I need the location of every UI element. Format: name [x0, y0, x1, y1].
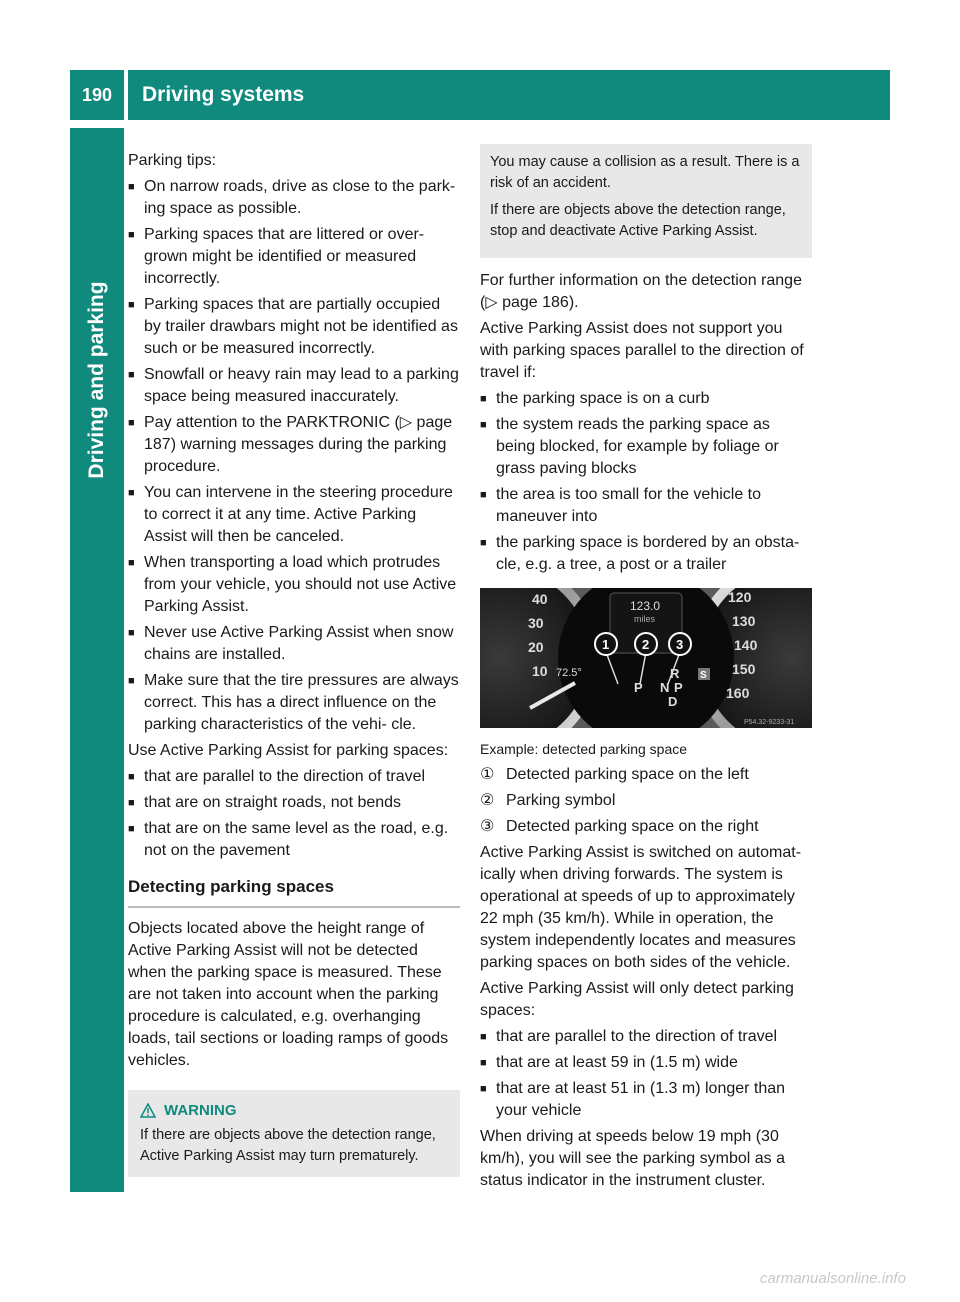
- page-number: 190: [70, 70, 124, 120]
- use-intro: Use Active Parking Assist for parking spaces:: [128, 742, 449, 759]
- bullet-icon: ■: [128, 771, 135, 783]
- speed-tick-label: 150: [732, 661, 756, 677]
- callout-label: 3: [676, 637, 684, 652]
- list-item: ■ Parking spaces that are littered or over- grown might be identified or measured incorrectly.: [128, 226, 425, 287]
- legend-number: ②: [480, 792, 495, 809]
- speed-tick-label: 40: [532, 591, 548, 607]
- bullet-icon: ■: [480, 419, 487, 431]
- list-item: ■ Pay attention to the PARKTRONIC (▷ page 187) warning messages during the parking procedure.: [128, 414, 453, 475]
- bullet-icon: ■: [128, 181, 135, 193]
- bullet-icon: ■: [480, 537, 487, 549]
- callout-label: 1: [602, 637, 610, 652]
- gear-indicator: R: [670, 666, 680, 681]
- watermark: carmanualsonline.info: [760, 1270, 906, 1287]
- section-title: Driving systems: [128, 70, 890, 120]
- bullet-icon: ■: [480, 393, 487, 405]
- not-support-intro: Active Parking Assist does not support you with parking spaces parallel to the direction of travel if:: [480, 320, 804, 381]
- detect-heading: Detecting parking spaces: [128, 876, 460, 908]
- detect-only-list: [480, 1026, 812, 1122]
- bullet-icon: ■: [128, 557, 135, 569]
- list-item: ■ Make sure that the tire pressures are always correct. This has a direct influence on the parking characteristics of the vehi- cle.: [128, 672, 459, 733]
- speed-tick-label: 10: [532, 663, 548, 679]
- warning-text: If there are objects above the detection range, Active Parking Assist may turn prematurely.: [140, 1127, 436, 1164]
- speed-tick-label: 30: [528, 615, 544, 631]
- list-item: ■ Never use Active Parking Assist when snow chains are installed.: [128, 624, 454, 663]
- legend-number: ①: [480, 766, 495, 783]
- bullet-icon: ■: [128, 627, 135, 639]
- legend-text: Parking symbol: [506, 792, 616, 809]
- list-item: ■ that are parallel to the direction of travel: [480, 1026, 812, 1048]
- list-item: ■ Parking spaces that are partially occupied by trailer drawbars might not be identified as such or be measured incorrectly.: [128, 296, 458, 357]
- warning-continuation: [480, 144, 812, 258]
- list-item: ■ You can intervene in the steering procedure to correct it at any time. Active Parking Assist will then be canceled.: [128, 484, 453, 545]
- bullet-icon: ■: [128, 417, 135, 429]
- list-item: ■ Snowfall or heavy rain may lead to a parking space being measured inaccurately.: [128, 366, 459, 405]
- final-paragraph: When driving at speeds below 19 mph (30 km/h), you will see the parking symbol as a status indicator in the instrument cluster.: [480, 1128, 786, 1189]
- figure-caption: Example: detected parking space: [480, 741, 688, 757]
- not-support-list: [480, 388, 812, 576]
- legend-text: Detected parking space on the left: [506, 766, 749, 783]
- warning-cont-text: You may cause a collision as a result. There is a risk of an accident.: [490, 154, 800, 191]
- bullet-icon: ■: [480, 1057, 487, 1069]
- right-column: [480, 150, 812, 1196]
- callout-label: 2: [642, 637, 650, 652]
- bullet-icon: ■: [128, 229, 135, 241]
- warning-box: [128, 1090, 460, 1177]
- legend-item: [480, 790, 812, 812]
- bullet-icon: ■: [128, 299, 135, 311]
- list-item: ■ On narrow roads, drive as close to the park- ing space as possible.: [128, 178, 456, 217]
- instrument-cluster-figure: [480, 588, 812, 728]
- parking-symbol: P: [634, 680, 643, 695]
- tips-list: [128, 176, 460, 736]
- s-indicator: S: [700, 670, 707, 681]
- warning-icon: [140, 1103, 156, 1118]
- gear-indicator: D: [668, 694, 678, 709]
- legend-item: [480, 816, 812, 838]
- figure-ref-code: P54.32-9233-31: [744, 719, 795, 726]
- speed-tick-label: 120: [728, 589, 752, 605]
- bullet-icon: ■: [128, 675, 135, 687]
- bullet-icon: ■: [128, 487, 135, 499]
- bullet-icon: ■: [128, 369, 135, 381]
- info-paragraph: For further information on the detection range (▷ page 186).: [480, 272, 802, 311]
- detect-paragraph: Objects located above the height range of Active Parking Assist will not be detected when the parking space is measured. These are not taken into account when the parking procedure is calculated, e.g. overhanging loads, tail sections or loading ramps of goods vehicles.: [128, 920, 449, 1069]
- list-item: ■ that are at least 51 in (1.3 m) longer than your vehicle: [480, 1080, 786, 1119]
- bullet-icon: ■: [480, 489, 487, 501]
- list-item: ■ the area is too small for the vehicle to maneuver into: [480, 486, 762, 525]
- speed-tick-label: 160: [726, 685, 750, 701]
- list-item: ■ that are parallel to the direction of travel: [128, 766, 460, 788]
- list-item: ■ that are at least 59 in (1.5 m) wide: [480, 1052, 812, 1074]
- gear-indicator: P: [674, 680, 683, 695]
- list-item: ■ the parking space is on a curb: [480, 388, 812, 410]
- legend-text: Detected parking space on the right: [506, 818, 759, 835]
- side-tab-label: Driving and parking: [85, 281, 108, 479]
- warning-title: WARNING: [140, 1100, 448, 1121]
- speed-tick-label: 140: [734, 637, 758, 653]
- detect-only-intro: Active Parking Assist will only detect parking spaces:: [480, 980, 794, 1019]
- legend-item: [480, 764, 812, 786]
- warning-cont-text: If there are objects above the detection range, stop and deactivate Active Parking Assist.: [490, 202, 786, 239]
- bullet-icon: ■: [480, 1031, 487, 1043]
- list-item: ■ When transporting a load which protrudes from your vehicle, you should not use Active Parking Assist.: [128, 554, 457, 615]
- speed-tick-label: 130: [732, 613, 756, 629]
- list-item: ■ that are on the same level as the road, e.g. not on the pavement: [128, 820, 449, 859]
- list-item: ■ the parking space is bordered by an obsta- cle, e.g. a tree, a post or a trailer: [480, 534, 800, 573]
- left-column: [128, 150, 460, 1177]
- legend-number: ③: [480, 818, 495, 835]
- gear-indicator: N: [660, 680, 670, 695]
- bullet-icon: ■: [128, 797, 135, 809]
- auto-paragraph: Active Parking Assist is switched on automat- ically when driving forwards. The system is operational at speeds of up to approximately 22 mph (35 km/h). While in operation, the system independently locates and measures parking spaces on both sides of the vehicle.: [480, 844, 802, 971]
- bullet-icon: ■: [128, 823, 135, 835]
- list-item: ■ the system reads the parking space as being blocked, for example by foliage or grass paving blocks: [480, 416, 779, 477]
- bullet-icon: ■: [480, 1083, 487, 1095]
- tips-heading: Parking tips:: [128, 152, 217, 169]
- odometer-unit: miles: [634, 614, 656, 624]
- list-item: ■ that are on straight roads, not bends: [128, 792, 460, 814]
- odometer-reading: 123.0: [630, 599, 661, 613]
- instrument-cluster-illustration: [480, 588, 812, 728]
- speed-tick-label: 20: [528, 639, 544, 655]
- temperature-reading: 72.5°: [556, 667, 582, 679]
- use-list: [128, 766, 460, 862]
